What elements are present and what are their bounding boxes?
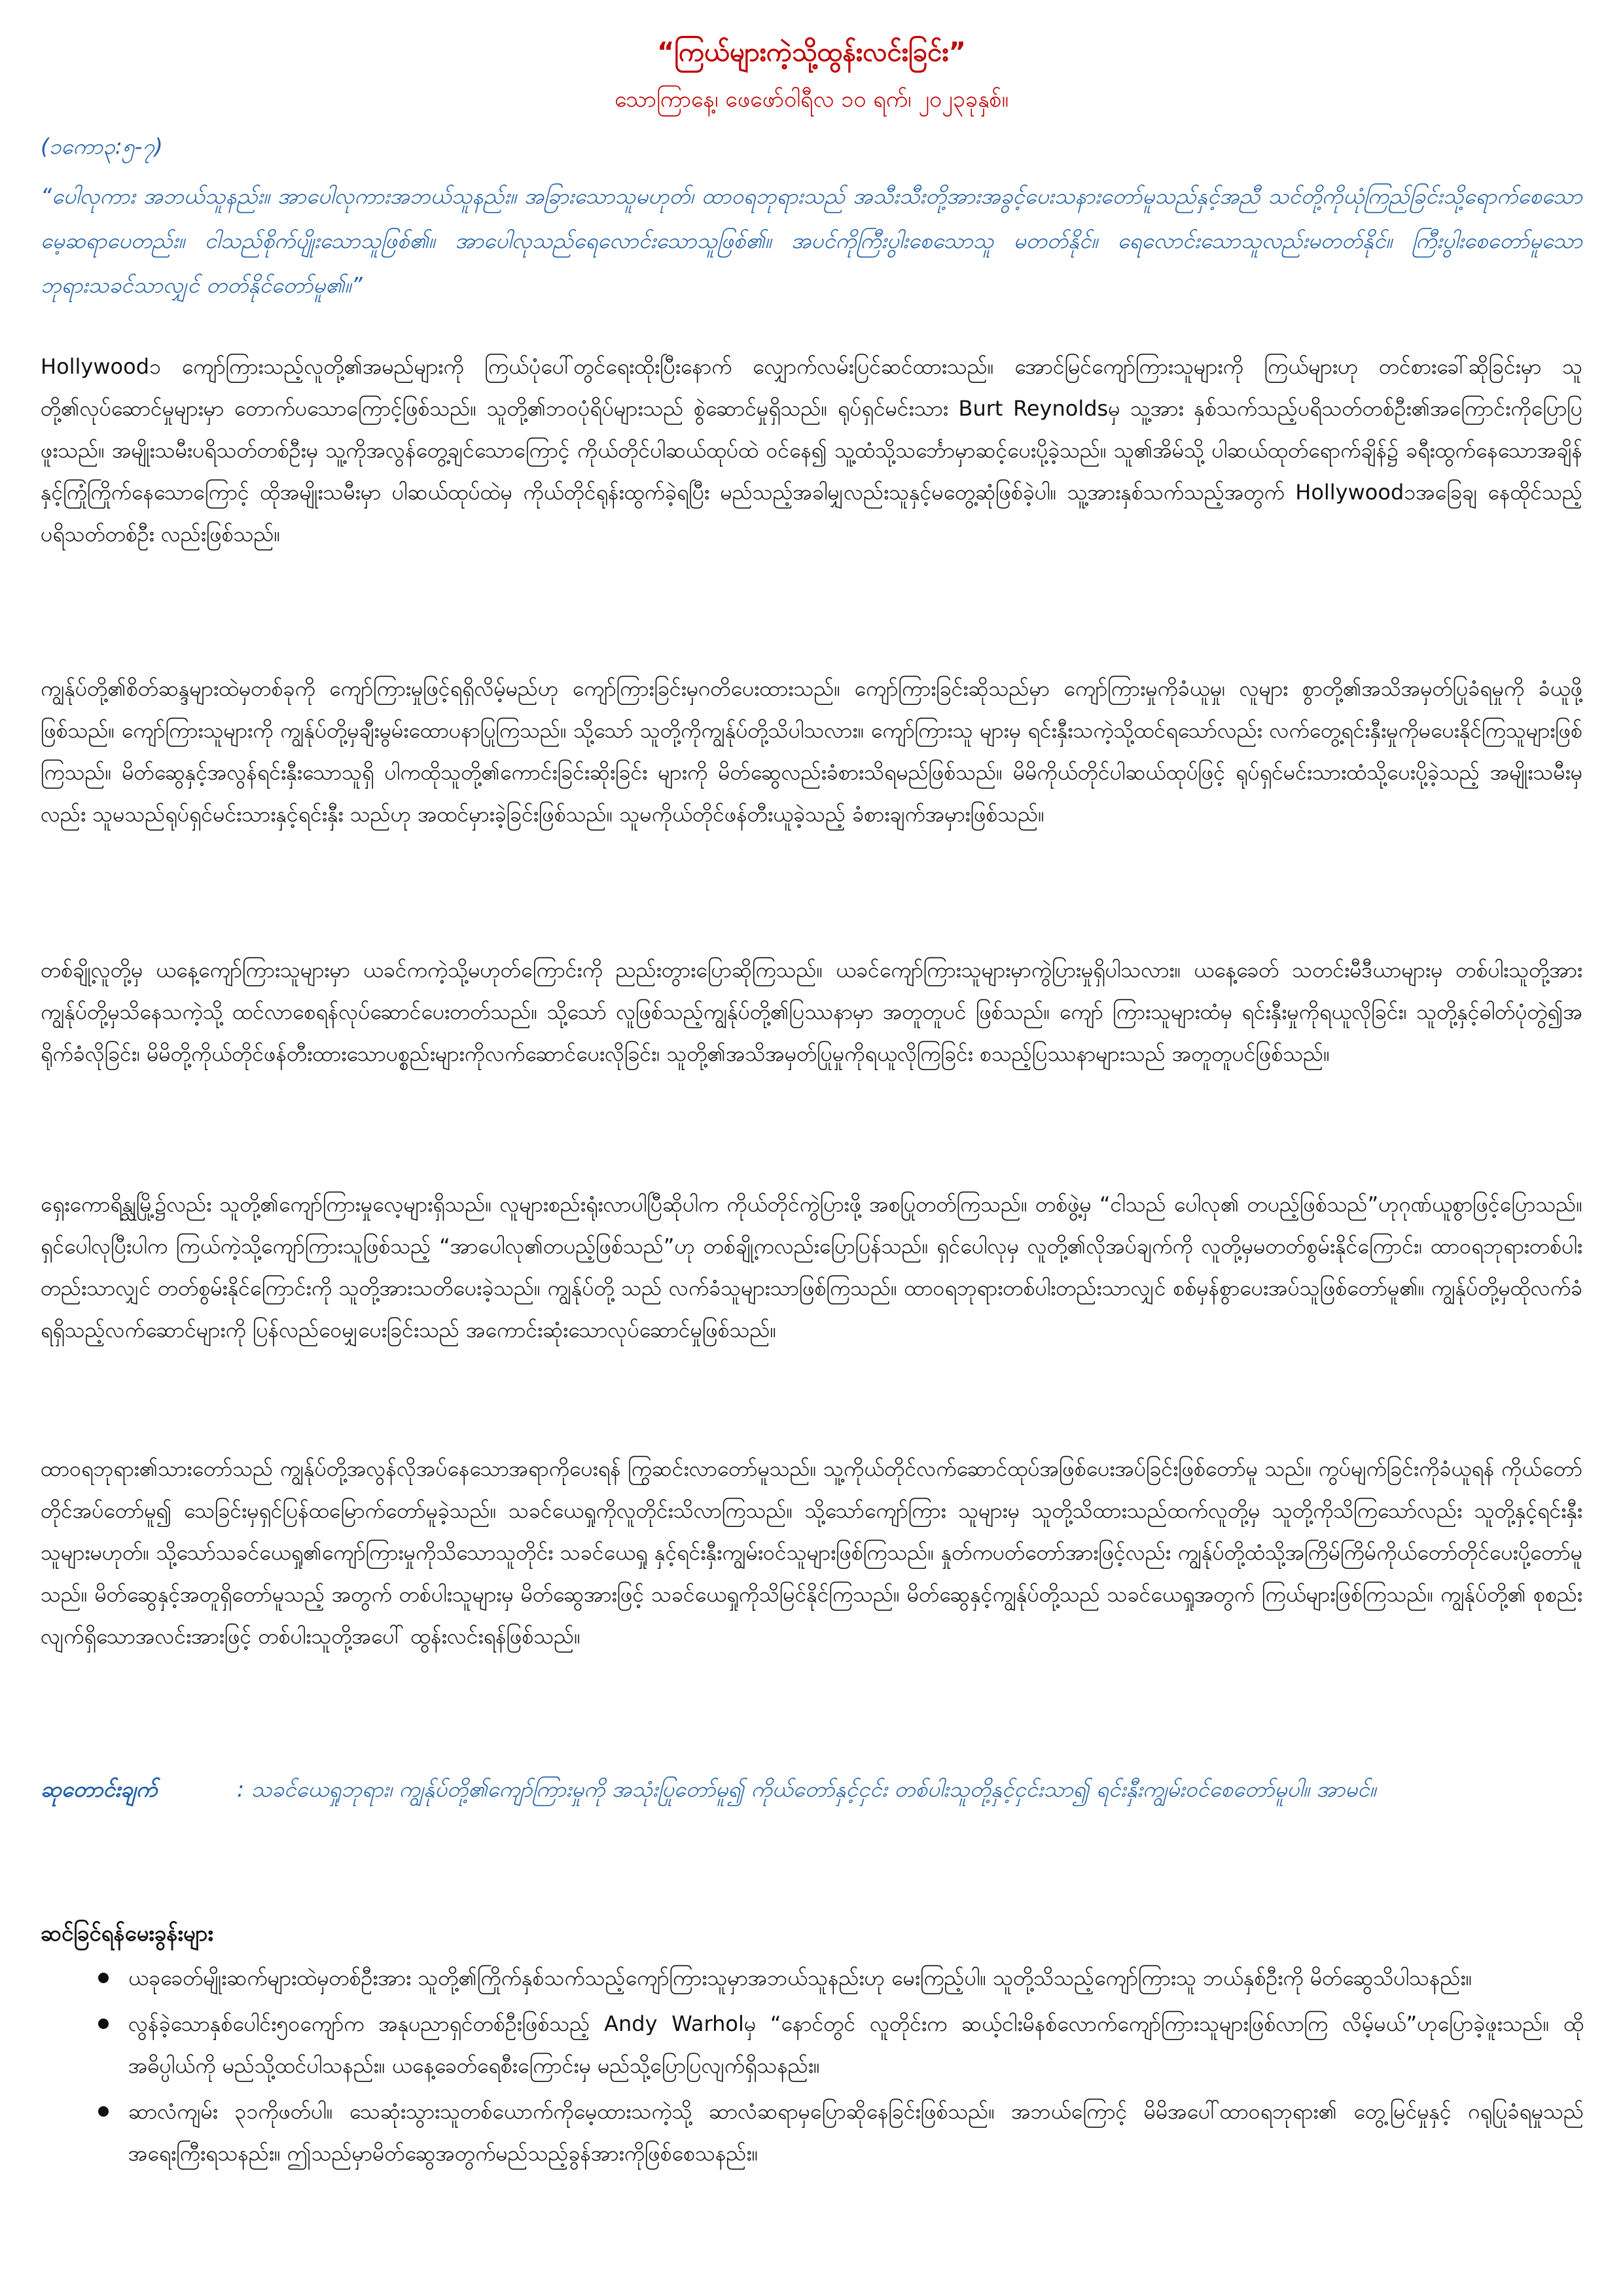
bullet-icon (98, 2018, 109, 2029)
verse-reference: (၁ကော၃:၅-၇) (41, 134, 163, 159)
prayer-label: ဆုတောင်းချက် (41, 1776, 158, 1802)
questions-list (105, 1957, 1584, 2178)
page-date: သောကြာနေ့၊ ဖေဖော်ဝါရီလ ၁၀ ရက်၊ ၂၀၂၃ခုနှစ်။ (615, 86, 1008, 113)
question-item-3 (105, 2090, 1584, 2174)
page-title: “ကြယ်များကဲ့သို့ထွန်းလင်းခြင်း” (657, 37, 966, 67)
question-item-1 (105, 1957, 1584, 1999)
prayer-separator: : (237, 1776, 245, 1802)
question-text-2: လွန်ခဲ့သောနှစ်ပေါင်း၅၀ကျော်က အနုပညာရှင်တစ်ဦးဖြစ်သည့် Andy Warholမှ “နောင်တွင် လူတိုင်းက ဆယ့်ငါးမိနစ်လောက်ကျော်ကြားသူများဖြစ်လာကြ လိမ့်မယ်”ဟုပြောခဲ့ဖူးသည်။ ထိုအဓိပ္ပါယ်ကို မည်သို့ထင်ပါသနည်း။ ယနေ့ခေတ်ရေစီးကြောင်းမှ မည်သို့ပြောပြလျက်ရှိသနည်း။ (128, 2011, 1584, 2078)
body-paragraph-5: ထာဝရဘုရား၏သားတော်သည် ကျွန်ုပ်တို့အလွန်လိုအပ်နေသောအရာကိုပေးရန် ကြွဆင်းလာတော်မူသည်။ သူ့ကိုယ်တိုင်လက်ဆောင်ထုပ်အဖြစ်ပေးအပ်ခြင်းဖြစ်တော်မူ သည်။ ကွပ်မျက်ခြင်းကိုခံယူရန် ကိုယ်တော်တိုင်အပ်တော်မူ၍ သေခြင်းမှရှင်ပြန်ထမြောက်တော်မူခဲ့သည်။ သခင်ယေရှုကိုလူတိုင်းသိလာကြသည်။ သို့သော်ကျော်ကြား သူများမှ သူတို့သိထားသည်ထက်လူတို့မှ သူတို့ကိုသိကြသော်လည်း သူတို့နှင့်ရင်းနှီးသူများမဟုတ်။ သို့သော်သခင်ယေရှု၏ကျော်ကြားမှုကိုသိသောသူတိုင်း သခင်ယေရှု နှင့်ရင်းနှီးကျွမ်းဝင်သူများဖြစ်ကြသည်။ နှုတ်ကပတ်တော်အားဖြင့်လည်း ကျွန်ုပ်တို့ထံသို့အကြိမ်ကြိမ်ကိုယ်တော်တိုင်ပေးပို့တော်မူသည်။ မိတ်ဆွေနှင့်အတူရှိတော်မူသည့် အတွက် တစ်ပါးသူများမှ မိတ်ဆွေအားဖြင့် သခင်ယေရှုကိုသိမြင်နိုင်ကြသည်။ မိတ်ဆွေနှင့်ကျွန်ုပ်တို့သည် သခင်ယေရှုအတွက် ကြယ်များဖြစ်ကြသည်။ ကျွန်ုပ်တို့၏ စုစည်းလျက်ရှိသောအလင်းအားဖြင့် တစ်ပါးသူတို့အပေါ် ထွန်းလင်းရန်ဖြစ်သည်။ (41, 1456, 1583, 1649)
question-text-1: ယခုခေတ်မျိုးဆက်များထဲမှတစ်ဦးအား သူတို့၏ကြိုက်နှစ်သက်သည့်ကျော်ကြားသူမှာအဘယ်သူနည်းဟု မေးကြည့်ပါ။ သူတို့သိသည့်ကျော်ကြားသူ ဘယ်နှစ်ဦးကို မိတ်ဆွေသိပါသနည်း။ (128, 1965, 1472, 1990)
question-text-3: ဆာလံကျမ်း ၃၁ကိုဖတ်ပါ။ သေဆုံးသွားသူတစ်ယောက်ကိုမေ့ထားသကဲ့သို့ ဆာလံဆရာမှပြောဆိုနေခြင်းဖြစ်သည်။ အဘယ်ကြောင့် မိမိအပေါ်ထာဝရဘုရား၏ တွေ့မြင်မှုနှင့် ဂရုပြုခံရမှုသည် အရေးကြီးရသနည်း။ ဤသည်မှာမိတ်ဆွေအတွက်မည်သည့်ခွန်အားကိုဖြစ်စေသနည်း။ (128, 2099, 1584, 2166)
body-paragraph-4: ရှေးကောရိန္သုမြို့၌လည်း သူတို့၏ကျော်ကြားမှုလေ့များရှိသည်။ လူများစည်းရုံးလာပါပြီဆိုပါက ကိုယ်တိုင်ကွဲပြားဖို့ အစပြုတတ်ကြသည်။ တစ်ဖွဲ့မှ “ငါသည် ပေါလု၏ တပည့်ဖြစ်သည်”ဟုဂုဏ်ယူစွာဖြင့်ပြောသည်။ ရှင်ပေါလုပြီးပါက ကြယ်ကဲ့သို့ကျော်ကြားသူဖြစ်သည့် “အာပေါလု၏တပည့်ဖြစ်သည်”ဟု တစ်ချို့ကလည်းပြောပြန်သည်။ ရှင်ပေါလုမှ လူတို့၏လိုအပ်ချက်ကို လူတို့မှမတတ်စွမ်းနိုင်ကြောင်း၊ ထာဝရဘုရားတစ်ပါးတည်းသာလျှင် တတ်စွမ်းနိုင်ကြောင်းကို သူတို့အားသတိပေးခဲ့သည်။ ကျွန်ုပ်တို့ သည် လက်ခံသူများသာဖြစ်ကြသည်။ ထာဝရဘုရားတစ်ပါးတည်းသာလျှင် စစ်မှန်စွာပေးအပ်သူဖြစ်တော်မူ၏။ ကျွန်ုပ်တို့မှထိုလက်ခံရရှိသည့်လက်ဆောင်များကို ပြန်လည်ဝေမျှပေးခြင်းသည် အကောင်းဆုံးသောလုပ်ဆောင်မှုဖြစ်သည်။ (41, 1192, 1583, 1342)
prayer-text: သခင်ယေရှုဘုရား၊ ကျွန်ုပ်တို့၏ကျော်ကြားမှုကို အသုံးပြုတော်မူ၍ ကိုယ်တော်နှင့်ငှင်း တစ်ပါးသူတို့နှင့်ငှင်းသာ၍ ရင်းနှီးကျွမ်းဝင်စေတော်မူပါ။ အာမင်။ (251, 1776, 1376, 1802)
verse-text: “ပေါလုကား အဘယ်သူနည်း။ အာပေါလုကားအဘယ်သူနည်း။ အခြားသောသူမဟုတ်၊ ထာဝရဘုရားသည် အသီးသီးတို့အားအခွင့်ပေးသနားတော်မူသည်နှင့်အညီ သင်တို့ကိုယုံကြည်ခြင်းသို့ရောက်စေသောမေ့ဆရာပေတည်း။ ငါသည်စိုက်ပျိုးသောသူဖြစ်၏။ အာပေါလုသည်ရေလောင်းသောသူဖြစ်၏။ အပင်ကိုကြီးပွါးစေသောသူ မတတ်နိုင်။ ရေလောင်းသောသူလည်းမတတ်နိုင်။ ကြီးပွါးစေတော်မူသောဘုရားသခင်သာလျှင် တတ်နိုင်တော်မူ၏။” (41, 183, 1582, 298)
body-paragraph-2: ကျွန်ုပ်တို့၏စိတ်ဆန္ဒများထဲမှတစ်ခုကို ကျော်ကြားမှုဖြင့်ရရှိလိမ့်မည်ဟု ကျော်ကြားခြင်းမှဂတိပေးထားသည်။ ကျော်ကြားခြင်းဆိုသည်မှာ ကျော်ကြားမှုကိုခံယူမှု၊ လူများ စွာတို့၏အသိအမှတ်ပြုခံရမှုကို ခံယူဖို့ဖြစ်သည်။ ကျော်ကြားသူများကို ကျွန်ုပ်တို့မှချီးမွမ်းထောပနာပြုကြသည်။ သို့သော် သူတို့ကိုကျွန်ုပ်တို့သိပါသလား။ ကျော်ကြားသူ များမှ ရင်းနှီးသကဲ့သို့ထင်ရသော်လည်း လက်တွေ့ရင်းနှီးမှုကိုမပေးနိုင်ကြသူများဖြစ်ကြသည်။ မိတ်ဆွေနှင့်အလွန်ရင်းနှီးသောသူရှိ ပါကထိုသူတို့၏ကောင်းခြင်းဆိုးခြင်း များကို မိတ်ဆွေလည်းခံစားသိရမည်ဖြစ်သည်။ မိမိကိုယ်တိုင်ပါဆယ်ထုပ်ဖြင့် ရုပ်ရှင်မင်းသားထံသို့ပေးပို့ခဲ့သည့် အမျိုးသမီးမှလည်း သူမသည်ရုပ်ရှင်မင်းသားနှင့်ရင်းနှီး သည်ဟု အထင်မှားခဲ့ခြင်းဖြစ်သည်။ သူမကိုယ်တိုင်ဖန်တီးယူခဲ့သည့် ခံစားချက်အမှားဖြစ်သည်။ (41, 676, 1583, 827)
questions-heading: ဆင်ခြင်ရန်မေးခွန်းများ (41, 1920, 213, 1946)
body-paragraph-1: Hollywoodၥ ကျော်ကြားသည့်လူတို့၏အမည်များကို ကြယ်ပုံပေါ်တွင်ရေးထိုးပြီးနောက် လျှောက်လမ်းပြင်ဆင်ထားသည်။ အောင်မြင်ကျော်ကြားသူများကို ကြယ်များဟု တင်စားခေါ်ဆိုခြင်းမှာ သူတို့၏လုပ်ဆောင်မှုများမှာ တောက်ပသောကြောင့်ဖြစ်သည်။ သူတို့၏ဘဝပုံရိပ်များသည် စွဲဆောင်မှုရှိသည်။ ရုပ်ရှင်မင်းသား Burt Reynoldsမှ သူ့အား နှစ်သက်သည့်ပရိသတ်တစ်ဦး၏အကြောင်းကိုပြောပြဖူးသည်။ အမျိုးသမီးပရိသတ်တစ်ဦးမှ သူ့ကိုအလွန်တွေ့ချင်သောကြောင့် ကိုယ်တိုင်ပါဆယ်ထုပ်ထဲ ဝင်နေ၍ သူ့ထံသို့သင်္ဘောမှာဆင့်ပေးပို့ခဲ့သည်။ သူ၏အိမ်သို့ ပါဆယ်ထုတ်ရောက်ချိန်၌ ခရီးထွက်နေသောအချိန်နှင့်ကြုံကြိုက်နေသောကြောင့် ထိုအမျိုးသမီးမှာ ပါဆယ်ထုပ်ထဲမှ ကိုယ်တိုင်ရုန်းထွက်ခဲ့ရပြီး မည်သည့်အခါမျှလည်းသူနှင့်မတွေ့ဆုံဖြစ်ခဲ့ပါ။ သူ့အားနှစ်သက်သည့်အတွက် Hollywoodၥအခြေချ နေထိုင်သည့်ပရိသတ်တစ်ဦး လည်းဖြစ်သည်။ (41, 354, 1582, 547)
bullet-icon (98, 2106, 109, 2117)
prayer-section (41, 1767, 1582, 1812)
body-paragraph-3: တစ်ချို့လူတို့မှ ယနေ့ကျော်ကြားသူများမှာ ယခင်ကကဲ့သို့မဟုတ်ကြောင်းကို ညည်းတွားပြောဆိုကြသည်။ ယခင်ကျော်ကြားသူများမှာကွဲပြားမှုရှိပါသလား။ ယနေ့ခေတ် သတင်းမီဒီယာများမှ တစ်ပါးသူတို့အား ကျွန်ုပ်တို့မှသိနေသကဲ့သို့ ထင်လာစေရန်လုပ်ဆောင်ပေးတတ်သည်။ သို့သော် လူဖြစ်သည့်ကျွန်ုပ်တို့၏ပြဿနာမှာ အတူတူပင် ဖြစ်သည်။ ကျော် ကြားသူများထံမှ ရင်းနှီးမှုကိုရယူလိုခြင်း၊ သူတို့နှင့်ဓါတ်ပုံတွဲ၍အရိုက်ခံလိုခြင်း၊ မိမိတို့ကိုယ်တိုင်ဖန်တီးထားသောပစ္စည်းများကိုလက်ဆောင်ပေးလိုခြင်း၊ သူတို့၏အသိအမှတ်ပြုမှုကိုရယူလိုကြခြင်း စသည့်ပြဿနာများသည် အတူတူပင်ဖြစ်သည်။ (41, 958, 1582, 1066)
question-item-2 (105, 2003, 1584, 2087)
bullet-icon (98, 1973, 109, 1983)
